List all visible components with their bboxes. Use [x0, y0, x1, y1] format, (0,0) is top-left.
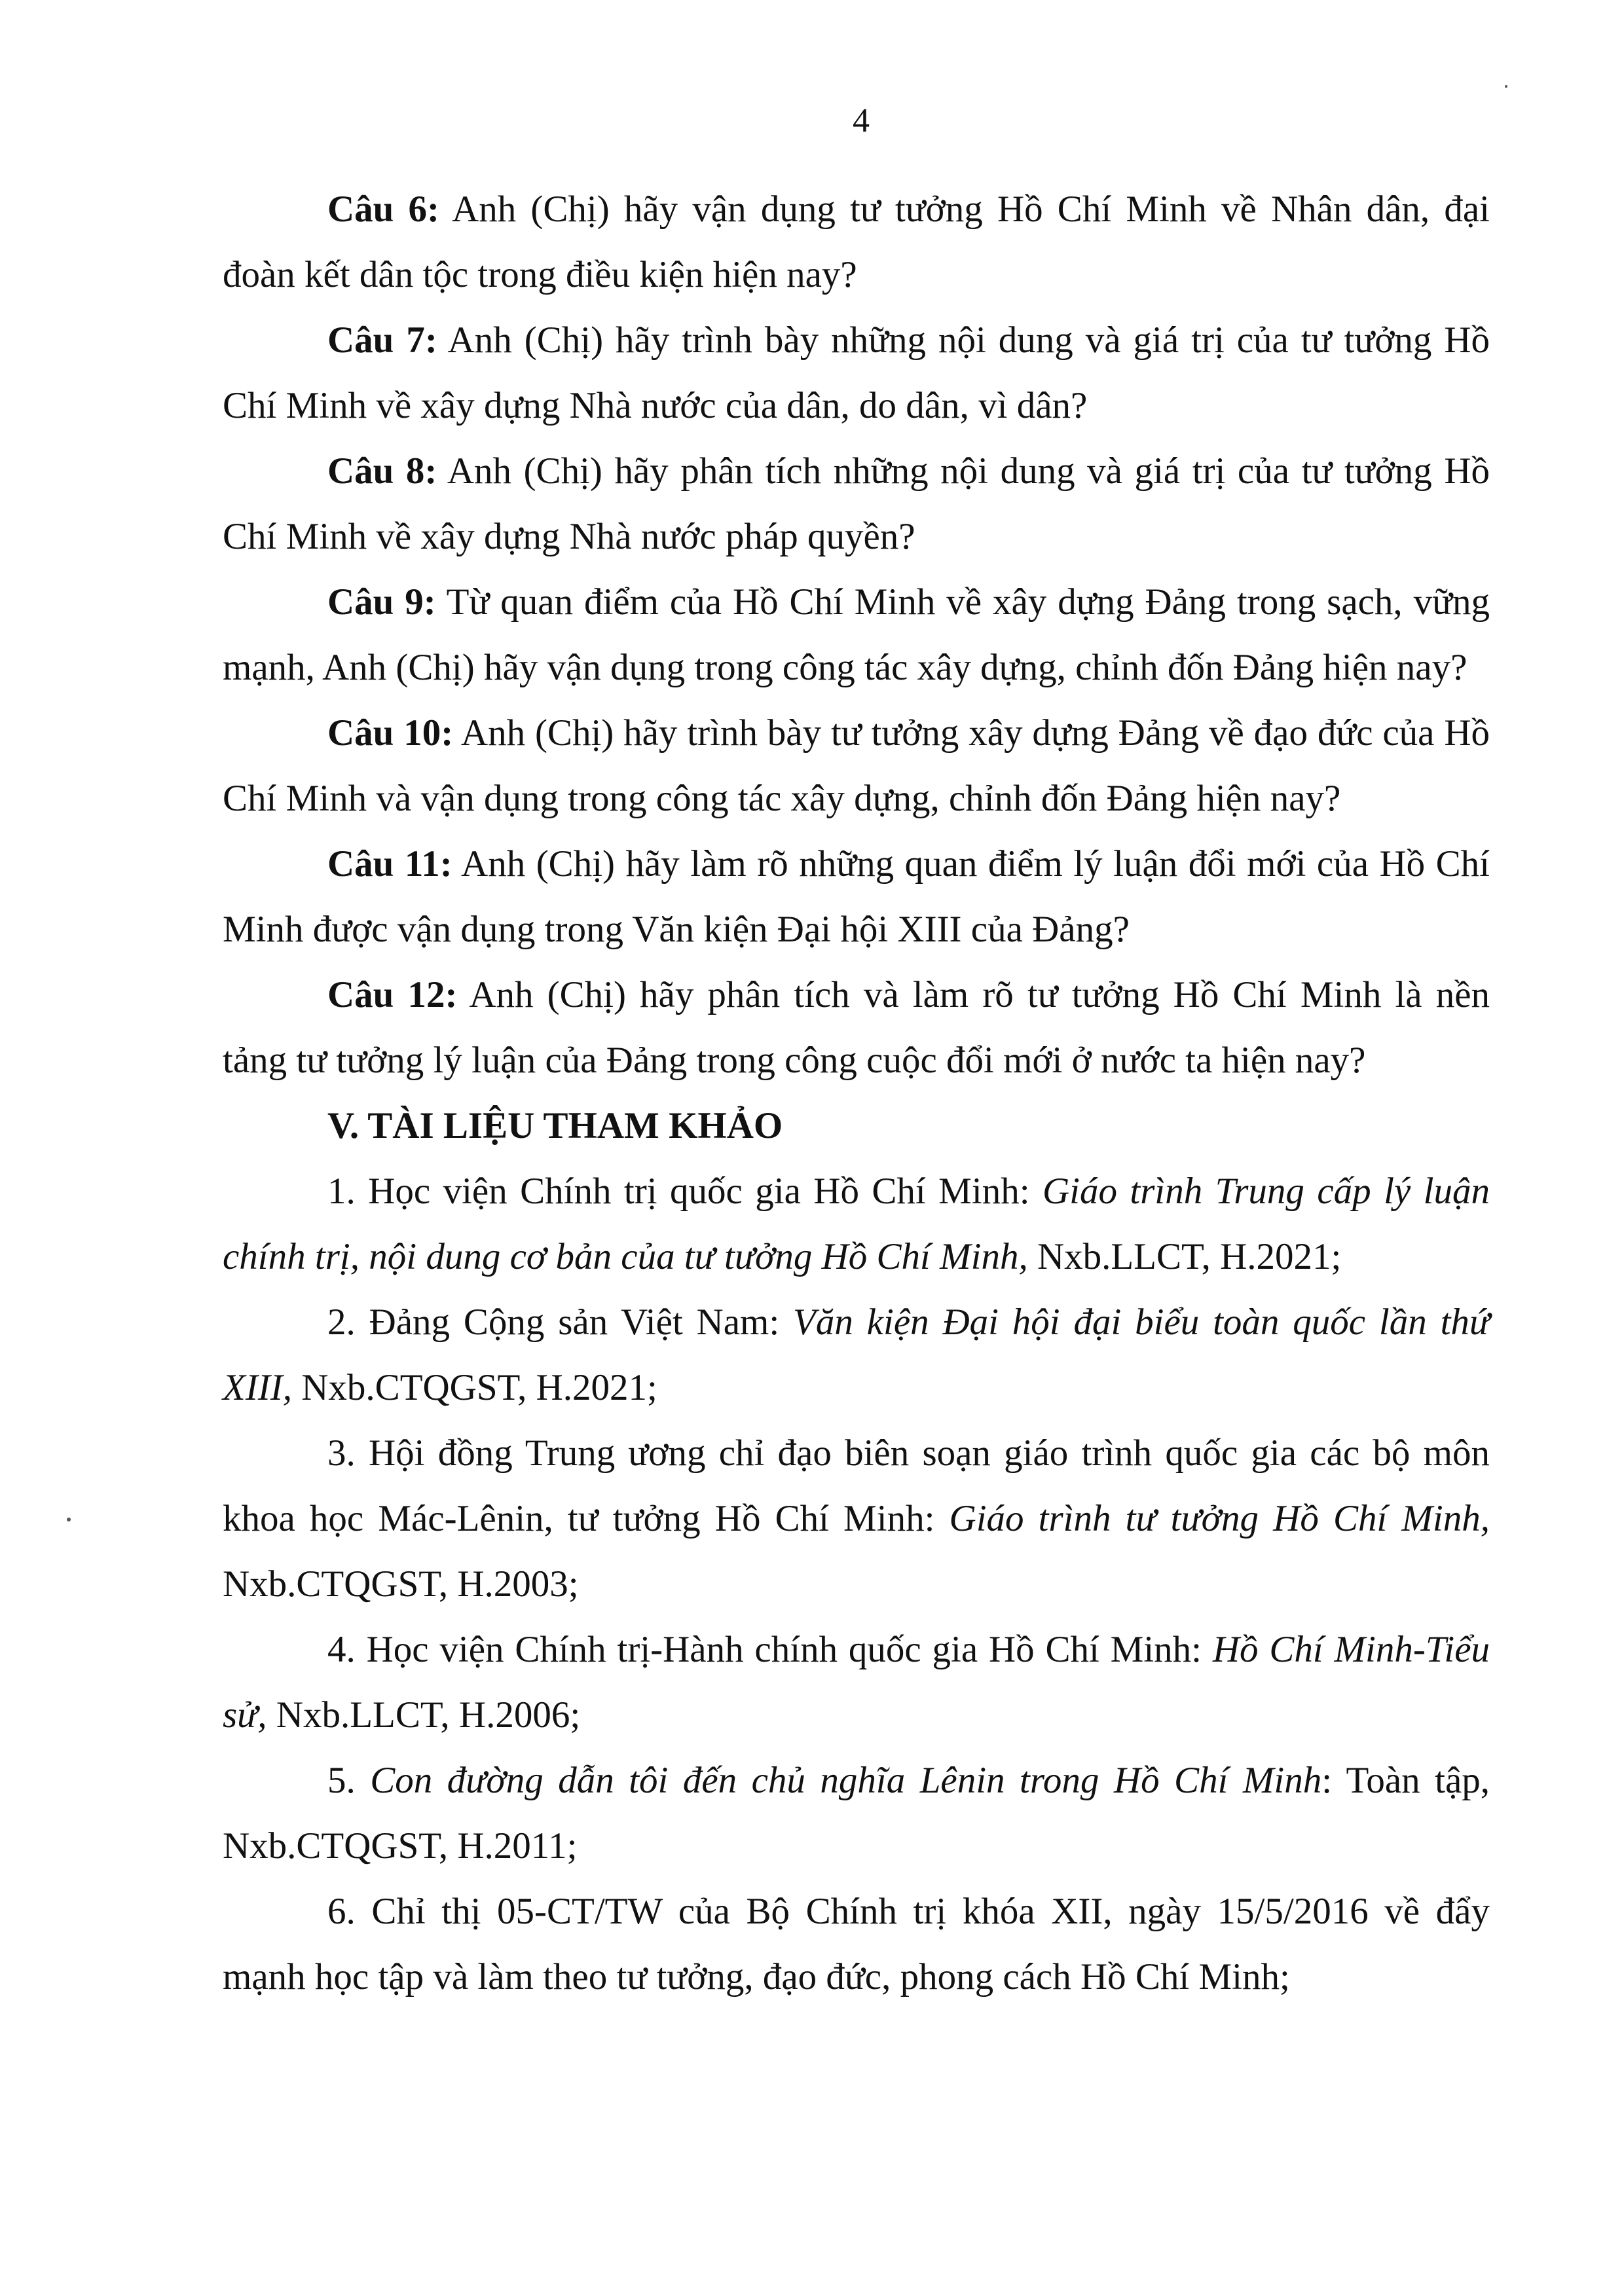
reference-4 [223, 1617, 1490, 1748]
question-label: Câu 12: [327, 974, 458, 1015]
reference-author: 3. Hội đồng Trung ương chỉ đạo biên soạn giáo trình quốc gia các bộ môn khoa học Mác-Lênin, tư tưởng Hồ Chí Minh: [223, 1432, 1490, 1539]
question-label: Câu 7: [327, 319, 437, 361]
question-label: Câu 8: [327, 450, 437, 492]
question-label: Câu 11: [327, 843, 452, 884]
question-text: Từ quan điểm của Hồ Chí Minh về xây dựng Đảng trong sạch, vững mạnh, Anh (Chị) hãy vận dụng trong công tác xây dựng, chỉnh đốn Đảng hiện nay? [223, 581, 1490, 688]
question-8 [223, 439, 1490, 570]
reference-author: 2. Đảng Cộng sản Việt Nam: [327, 1302, 794, 1343]
question-7 [223, 308, 1490, 439]
scan-speck [1505, 85, 1507, 88]
reference-publisher: Nxb.LLCT, H.2006; [267, 1694, 581, 1736]
reference-publisher: Nxb.LLCT, H.2021; [1027, 1236, 1342, 1277]
reference-publisher: Nxb.CTQGST, H.2021; [292, 1367, 657, 1408]
reference-title: Giáo trình Trung cấp lý luận chính trị, nội dung cơ bản của tư tưởng Hồ Chí Minh, [223, 1171, 1490, 1277]
reference-title: Văn kiện Đại hội đại biểu toàn quốc lần thứ XIII, [223, 1302, 1490, 1408]
reference-5 [223, 1748, 1490, 1879]
reference-author: 5. [327, 1760, 371, 1801]
reference-title: Giáo trình tư tưởng Hồ Chí Minh, [949, 1498, 1490, 1539]
references-heading: V. TÀI LIỆU THAM KHẢO [327, 1105, 783, 1146]
question-label: Câu 9: [327, 581, 436, 623]
question-9 [223, 570, 1490, 701]
question-12 [223, 962, 1490, 1093]
question-text: Anh (Chị) hãy phân tích những nội dung và giá trị của tư tưởng Hồ Chí Minh về xây dựng Nhà nước pháp quyền? [223, 450, 1490, 557]
reference-author: 6. Chỉ thị 05-CT/TW của Bộ Chính trị khóa XII, ngày 15/5/2016 về đẩy mạnh học tập và làm theo tư tưởng, đạo đức, phong cách Hồ Chí Minh; [223, 1891, 1490, 1997]
question-label: Câu 6: [327, 189, 440, 230]
reference-author: 4. Học viện Chính trị-Hành chính quốc gia Hồ Chí Minh: [327, 1629, 1213, 1670]
reference-title: Hồ Chí Minh-Tiểu sử, [223, 1629, 1490, 1736]
question-6 [223, 177, 1490, 308]
question-10 [223, 701, 1490, 831]
page-number: 4 [853, 102, 870, 139]
document-body [223, 177, 1490, 2010]
question-text: Anh (Chị) hãy vận dụng tư tưởng Hồ Chí Minh về Nhân dân, đại đoàn kết dân tộc trong điều kiện hiện nay? [223, 189, 1490, 295]
reference-6 [223, 1879, 1490, 2010]
reference-author: 1. Học viện Chính trị quốc gia Hồ Chí Minh: [327, 1171, 1043, 1212]
reference-title: Con đường dẫn tôi đến chủ nghĩa Lênin trong Hồ Chí Minh [370, 1760, 1322, 1801]
scan-speck [67, 1518, 71, 1522]
question-11 [223, 831, 1490, 962]
question-text: Anh (Chị) hãy trình bày tư tưởng xây dựng Đảng về đạo đức của Hồ Chí Minh và vận dụng trong công tác xây dựng, chỉnh đốn Đảng hiện nay? [223, 712, 1490, 819]
question-text: Anh (Chị) hãy phân tích và làm rõ tư tưởng Hồ Chí Minh là nền tảng tư tưởng lý luận của Đảng trong công cuộc đổi mới ở nước ta hiện nay? [223, 974, 1490, 1081]
question-text: Anh (Chị) hãy trình bày những nội dung và giá trị của tư tưởng Hồ Chí Minh về xây dựng Nhà nước của dân, do dân, vì dân? [223, 319, 1490, 426]
question-label: Câu 10: [327, 712, 454, 754]
reference-2 [223, 1290, 1490, 1421]
reference-1 [223, 1159, 1490, 1290]
reference-3 [223, 1421, 1490, 1617]
reference-publisher: : Toàn tập, Nxb.CTQGST, H.2011; [223, 1760, 1490, 1867]
question-text: Anh (Chị) hãy làm rõ những quan điểm lý luận đổi mới của Hồ Chí Minh được vận dụng trong Văn kiện Đại hội XIII của Đảng? [223, 843, 1490, 950]
reference-publisher: Nxb.CTQGST, H.2003; [223, 1563, 579, 1605]
